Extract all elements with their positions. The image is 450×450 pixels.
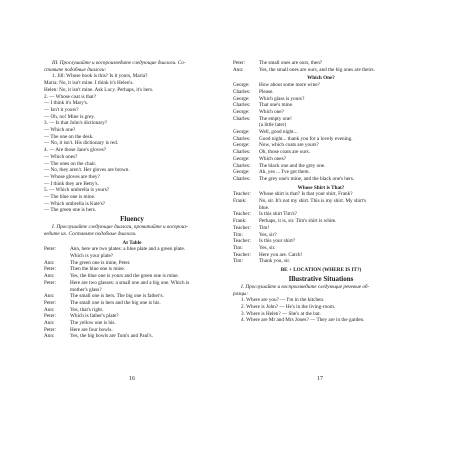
- dialogue-line: [44, 313, 220, 320]
- dialogue-line: [233, 129, 409, 136]
- speaker-name: Peter:: [44, 279, 57, 286]
- utterance-text: Is this shirt Tim's?: [259, 211, 297, 218]
- utterance-text: The small ones are ours, then?: [259, 60, 323, 66]
- text-line: — Which ones?: [44, 153, 78, 160]
- dialogue-line: [233, 169, 409, 176]
- speaker-name: Peter:: [44, 326, 57, 333]
- utterance-text: Good night... thank you for a lovely evening.: [259, 135, 353, 142]
- dialogue-line: [233, 82, 409, 89]
- speaker-name: George:: [233, 155, 250, 162]
- speaker-name: Tim:: [233, 231, 243, 238]
- text-line: 1. Where are you? — I'm in the kitchen.: [241, 297, 325, 304]
- which-one-dialogue: [233, 82, 409, 183]
- utterance-text: Whose shirt is that? Is that your shirt, Frank?: [259, 191, 353, 198]
- text-line: ставьте подобные диалоги:: [44, 66, 107, 73]
- speaker-name: Charles:: [233, 175, 251, 182]
- utterance-text: Well, good night...: [259, 129, 298, 136]
- dialogue-line: [233, 136, 409, 143]
- speaker-name: Peter:: [44, 246, 57, 253]
- text-line: — I think they are Betty's.: [44, 180, 99, 187]
- utterance-text: mother's glass?: [70, 286, 102, 293]
- dialogue-line: [44, 266, 220, 273]
- left-exercise-text: [44, 60, 220, 246]
- page-number-right: 17: [317, 376, 323, 382]
- text-line: разцы:: [233, 290, 249, 297]
- utterance-text: Ann, here are two plates: a blue plate and a green plate.: [70, 246, 186, 253]
- dialogue-line: [44, 327, 220, 334]
- at-table-dialogue: [44, 246, 220, 340]
- text-line: — No, they aren't. Her gloves are brown.: [44, 167, 130, 174]
- utterance-text: Is this your shirt?: [259, 238, 296, 245]
- text-line: — Oh, no! Mine is grey.: [44, 113, 95, 120]
- utterance-text: Ah, yes ... I've got them.: [259, 169, 310, 176]
- utterance-text: Yes, the blue one is yours and the green one is mine.: [70, 273, 179, 280]
- text-line: — The ones on the chair.: [44, 160, 97, 167]
- utterance-text: Which glass is yours?: [259, 95, 305, 102]
- utterance-text: Thank you, sir.: [259, 258, 291, 265]
- speaker-name: Peter:: [44, 299, 57, 306]
- speaker-name: [44, 287, 70, 294]
- dialogue-line: [233, 258, 409, 265]
- section-title-be-location: BE + LOCATION (WHERE IS IT?): [280, 267, 362, 274]
- dialogue-line: [44, 273, 220, 280]
- text-line: 3. Where is Helen? — She's at the bar.: [241, 310, 321, 317]
- utterance-text: Then the blue one is mine.: [70, 266, 126, 273]
- dialogue-line: [44, 320, 220, 327]
- utterance-text: Here you are. Catch!: [259, 251, 303, 258]
- speaker-name: George:: [233, 108, 250, 115]
- text-line: III. Прослушайте и воспроизведите следующие диалоги. Со-: [52, 60, 186, 66]
- utterance-text: Which is your plate?: [70, 252, 114, 259]
- speaker-name: Ann:: [44, 320, 55, 327]
- speaker-name: Frank:: [233, 198, 247, 205]
- text-line: Maria: No, it isn't mine. I think it's Helen's.: [44, 80, 134, 87]
- dialogue-line: [44, 260, 220, 267]
- right-page: [233, 60, 409, 392]
- speaker-name: George:: [233, 95, 250, 102]
- speaker-name: [233, 122, 259, 129]
- dialogue-line: [233, 89, 409, 96]
- speaker-name: Charles:: [233, 102, 251, 109]
- utterance-text: blue.: [259, 204, 270, 211]
- instruction-text: [233, 284, 409, 297]
- speaker-name: Charles:: [233, 135, 251, 142]
- utterance-text: Which one?: [259, 108, 284, 115]
- utterance-text: Tim!: [259, 224, 270, 231]
- speaker-name: Ann:: [44, 259, 55, 266]
- speaker-name: Charles:: [233, 162, 251, 169]
- utterance-text: That one's mine.: [259, 102, 294, 109]
- dialogue-line: [233, 60, 409, 67]
- page-number-left: 16: [129, 376, 135, 382]
- speaker-name: George:: [233, 169, 250, 176]
- text-line: Fluency: [120, 215, 144, 224]
- dialogue-line: [233, 218, 409, 225]
- speaker-name: Teacher:: [233, 211, 251, 218]
- whose-shirt-dialogue: [233, 191, 409, 265]
- text-line: I. Прослушайте и воспроизведите следующие речевые об-: [241, 283, 370, 290]
- speaker-name: [233, 205, 259, 212]
- speaker-name: Tim:: [233, 258, 243, 265]
- dialogue-line: [233, 116, 409, 123]
- text-line: — Isn't it yours?: [44, 106, 79, 113]
- speaker-name: George:: [233, 82, 250, 89]
- section-title-whose-shirt: Whose Shirt is That?: [297, 184, 345, 191]
- dialogue-line: [233, 176, 409, 183]
- utterance-text: Here are four bowls.: [70, 326, 113, 333]
- utterance-text: (a little later): [259, 122, 287, 129]
- speaker-name: Peter:: [233, 60, 246, 66]
- text-line: — The blue one is mine.: [44, 194, 96, 201]
- utterance-text: How about some more wine?: [259, 82, 320, 89]
- speaker-name: Charles:: [233, 115, 251, 122]
- text-line: — No, it isn't. His dictionary is red.: [44, 140, 119, 147]
- utterance-text: Yes, sir.: [259, 244, 276, 251]
- utterance-text: Yes, that's right.: [70, 306, 104, 313]
- utterance-text: Oh, those coats are ours.: [259, 149, 310, 156]
- section-title-illustrative-situations: Illustrative Situations: [288, 274, 354, 283]
- dialogue-line: [233, 96, 409, 103]
- speaker-name: Ann:: [44, 306, 55, 313]
- speaker-name: Teacher:: [233, 251, 251, 258]
- dialogue-line: [44, 287, 220, 294]
- text-line: — Which one?: [44, 127, 76, 134]
- utterance-text: Please.: [259, 88, 274, 95]
- dialogue-line: [233, 225, 409, 232]
- text-line: 5. — Which umbrella is yours?: [44, 187, 110, 194]
- text-line: 2. — Whose coat is that?: [44, 93, 97, 100]
- dialogue-line: [44, 280, 220, 287]
- dialogue-line: [233, 191, 409, 198]
- speaker-name: Ann:: [44, 293, 55, 300]
- utterance-text: No, sir. It's not my shirt. This is my shirt. My shirt's: [259, 198, 367, 205]
- speaker-name: [44, 253, 70, 260]
- text-line: Helen: No, it isn't mine. Ask Lucy. Perhaps, it's hers.: [44, 86, 154, 93]
- dialogue-line: [44, 333, 220, 340]
- speaker-name: Peter:: [44, 313, 57, 320]
- speaker-name: George:: [233, 129, 250, 136]
- dialogue-continuation: [233, 60, 409, 73]
- dialogue-line: [233, 67, 409, 74]
- speaker-name: Ann:: [44, 333, 55, 340]
- utterance-text: The small one is hers. The big one is father's.: [70, 293, 164, 300]
- text-line: — I think it's Mary's.: [44, 100, 89, 107]
- speaker-name: Ann:: [44, 273, 55, 280]
- speaker-name: Ann:: [233, 66, 244, 73]
- dialogue-line: [44, 307, 220, 314]
- text-line: — The green one is hers.: [44, 207, 97, 214]
- utterance-text: The small one is hers and the big one is his.: [70, 299, 161, 306]
- speaker-name: Teacher:: [233, 191, 251, 198]
- dialogue-line: [233, 156, 409, 163]
- dialogue-line: [233, 238, 409, 245]
- utterance-text: The green one is mine, Peter.: [70, 259, 131, 266]
- dialogue-line: [233, 252, 409, 259]
- utterance-text: The black one and the grey one.: [259, 162, 326, 169]
- utterance-text: Yes, the big bowls are Tom's and Paul's.: [70, 333, 153, 340]
- text-line: — Whose gloves are they?: [44, 173, 100, 180]
- speaker-name: George:: [233, 142, 250, 149]
- utterance-text: Here are two glasses: a small one and a big one. Which is: [70, 279, 190, 286]
- text-line: 3. — Is that John's dictionary?: [44, 120, 108, 127]
- utterance-text: The yellow one is his.: [70, 320, 116, 327]
- dialogue-line: [44, 246, 220, 253]
- speaker-name: Frank:: [233, 218, 247, 225]
- section-title-which-one: Which One?: [307, 75, 335, 82]
- dialogue-line: [233, 109, 409, 116]
- dialogue-line: [233, 163, 409, 170]
- dialogue-line: [233, 211, 409, 218]
- speaker-name: Teacher:: [233, 238, 251, 245]
- utterance-text: Which ones?: [259, 155, 286, 162]
- text-line: ведите их. Составьте подобные диалоги.: [44, 230, 137, 237]
- speaker-name: Charles:: [233, 88, 251, 95]
- text-line: 4. Where are Mr and Mrs Jones? — They are in the garden.: [241, 317, 365, 324]
- left-page: [44, 60, 220, 392]
- speaker-name: Peter:: [44, 266, 57, 273]
- speaker-name: Charles:: [233, 149, 251, 156]
- dialogue-line: [233, 245, 409, 252]
- dialogue-line: [233, 122, 409, 129]
- dialogue-line: [44, 293, 220, 300]
- dialogue-line: [233, 149, 409, 156]
- dialogue-line: [233, 198, 409, 205]
- speaker-name: Teacher:: [233, 224, 251, 231]
- utterance-text: Perhaps, it is, sir. Tim's shirt is white.: [259, 218, 337, 225]
- text-line: — Which umbrella is Kate's?: [44, 200, 106, 207]
- utterance-text: Yes, the small ones are ours, and the big ones are theirs.: [259, 66, 375, 73]
- speaker-name: Tim:: [233, 244, 243, 251]
- utterance-text: The grey one's mine, and the black one's hers.: [259, 175, 355, 182]
- utterance-text: The empty one!: [259, 115, 292, 122]
- utterance-text: Now, which coats are yours?: [259, 142, 319, 149]
- text-line: 4. — Are those Jane's gloves?: [44, 147, 107, 154]
- dialogue-line: [233, 102, 409, 109]
- dialogue-line: [233, 142, 409, 149]
- text-line: At Table: [122, 239, 142, 246]
- dialogue-line: [233, 232, 409, 239]
- utterance-text: Which is father's plate?: [70, 313, 119, 320]
- text-line: — The one on the desk.: [44, 133, 94, 140]
- speech-pattern-list: [233, 297, 409, 324]
- dialogue-line: [233, 205, 409, 212]
- utterance-text: Yes, sir?: [259, 231, 277, 238]
- text-line: 1. Jill: Whose book is this? Is it yours, Maria?: [52, 73, 148, 80]
- dialogue-line: [44, 253, 220, 260]
- dialogue-line: [44, 300, 220, 307]
- text-line: 2. Where is John? — He's in the living-room.: [241, 303, 336, 310]
- text-line: I. Прослушайте следующие диалоги, прочитайте и воспроиз-: [52, 224, 189, 231]
